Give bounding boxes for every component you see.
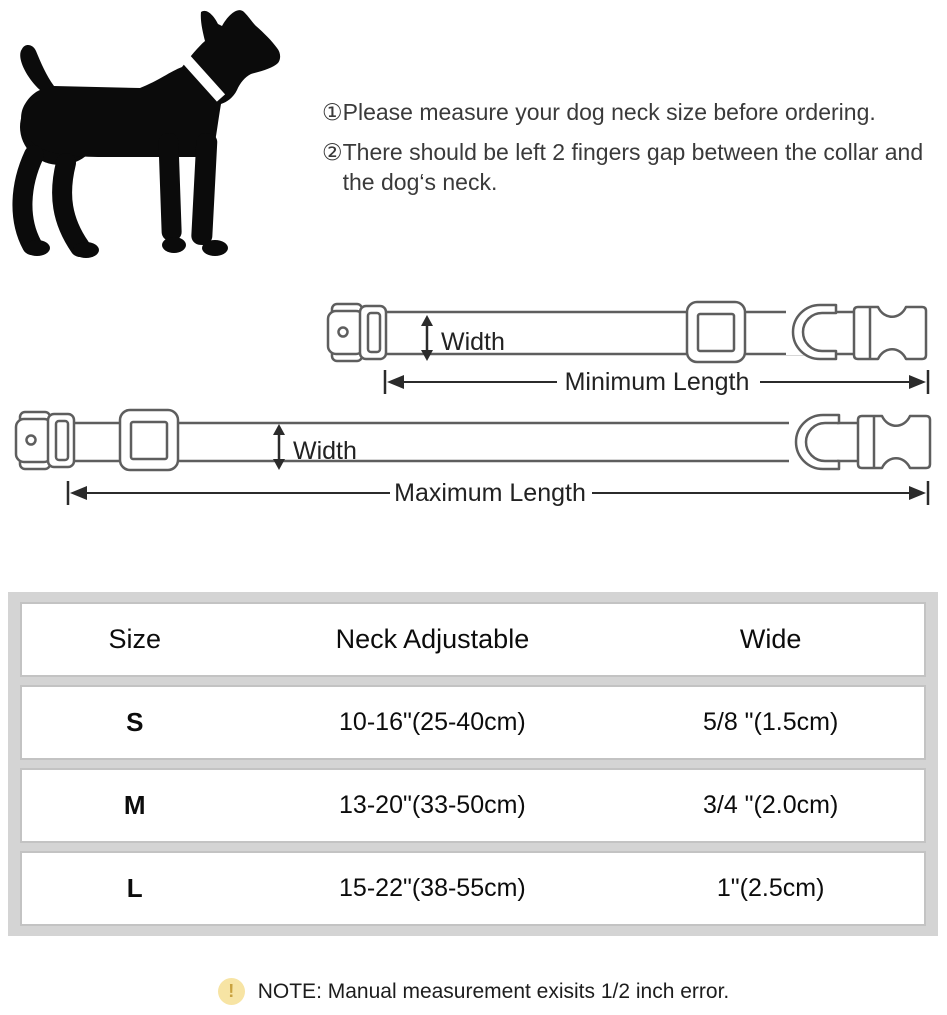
width-label: Width <box>441 328 505 356</box>
table-row-m <box>20 768 926 843</box>
size-value: M <box>123 790 146 820</box>
dog-icon <box>20 10 280 258</box>
size-value: S <box>126 707 144 737</box>
buckle-female-icon <box>16 412 74 469</box>
circled-number-1: ① <box>322 99 343 125</box>
size-table <box>8 592 938 936</box>
instructions <box>322 97 938 207</box>
circled-number-2: ② <box>322 139 343 165</box>
buckle-female-icon <box>328 304 386 361</box>
table-row-s <box>20 685 926 760</box>
collar-minimum-diagram <box>328 302 928 396</box>
neck-value: 10-16"(25-40cm) <box>339 708 526 736</box>
collar-diagrams <box>0 290 947 515</box>
instruction-item-1 <box>322 97 938 127</box>
strap-slider-icon <box>687 302 745 362</box>
minimum-length-dimension <box>385 368 928 396</box>
instruction-text-1: Please measure your dog neck size before ordering. <box>342 99 876 125</box>
instruction-text-2: There should be left 2 fingers gap between the collar and the dog‘s neck. <box>342 139 924 195</box>
wide-value: 1"(2.5cm) <box>716 874 825 902</box>
note <box>0 978 947 1005</box>
buckle-male-icon <box>858 416 930 468</box>
width-label: Width <box>293 437 357 465</box>
col-header-size: Size <box>108 624 162 654</box>
maximum-length-dimension <box>68 479 928 507</box>
neck-value: 15-22"(38-55cm) <box>339 874 526 902</box>
note-text: NOTE: Manual measurement exisits 1/2 inch error. <box>257 979 730 1003</box>
maximum-length-label: Maximum Length <box>394 479 586 507</box>
buckle-male-icon <box>854 307 926 359</box>
d-ring-icon <box>786 305 836 359</box>
size-value: L <box>126 873 143 903</box>
col-header-wide: Wide <box>739 624 802 654</box>
col-header-neck-adjustable: Neck Adjustable <box>335 624 530 654</box>
wide-value: 3/4 "(2.0cm) <box>702 791 839 819</box>
collar-maximum-diagram <box>16 410 930 507</box>
wide-value: 5/8 "(1.5cm) <box>702 708 839 736</box>
table-row-l <box>20 851 926 926</box>
d-ring-icon <box>789 415 839 469</box>
instruction-item-2 <box>322 137 938 197</box>
neck-value: 13-20"(33-50cm) <box>339 791 526 819</box>
minimum-length-label: Minimum Length <box>564 368 750 396</box>
dog-silhouette-image <box>8 5 293 270</box>
strap-slider-icon <box>120 410 178 470</box>
exclamation-icon: ! <box>218 978 245 1005</box>
collar-strap <box>58 423 868 461</box>
table-header-row <box>20 602 926 677</box>
